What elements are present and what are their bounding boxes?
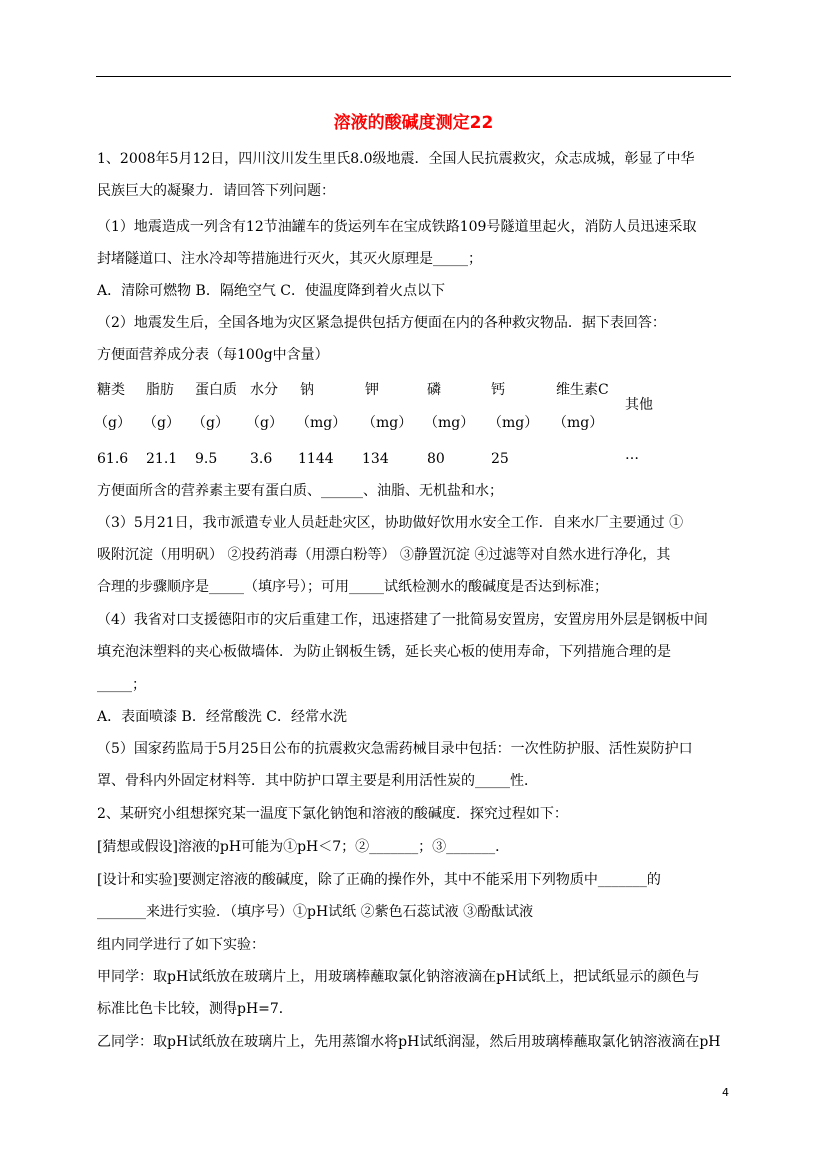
table-header: 钠 xyxy=(300,382,314,398)
text-line: A．清除可燃物 B．隔绝空气 C．使温度降到着火点以下 xyxy=(97,283,446,299)
text-line: 组内同学进行了如下实验： xyxy=(97,937,265,953)
text-line: 乙同学：取pH试纸放在玻璃片上，先用蒸馏水将pH试纸润湿，然后用玻璃棒蘸取氯化钠溶液滴在pH xyxy=(97,1034,721,1050)
table-unit: （g） xyxy=(246,415,283,431)
text-line: A．表面喷漆 B．经常酸洗 C．经常水洗 xyxy=(97,709,348,725)
text-line: 填充泡沫塑料的夹心板做墙体．为防止钢板生锈，延长夹心板的使用寿命，下列措施合理的是 xyxy=(97,644,671,660)
table-unit: （mg） xyxy=(296,415,347,431)
text-line: （4）我省对口支援德阳市的灾后重建工作，迅速搭建了一批简易安置房，安置房用外层是钢板中间 xyxy=(97,612,708,628)
table-unit: （g） xyxy=(192,415,229,431)
text-line: （3）5月21日，我市派遣专业人员赶赴灾区，协助做好饮用水安全工作．自来水厂主要通过 ① xyxy=(97,515,684,531)
text-line: [设计和实验]要测定溶液的酸碱度，除了正确的操作外，其中不能采用下列物质中_______的 xyxy=(97,872,661,888)
table-header: 水分 xyxy=(250,382,278,398)
table-cell: 9.5 xyxy=(195,451,218,467)
table-cell: 3.6 xyxy=(250,451,273,467)
table-header: 脂肪 xyxy=(146,382,174,398)
text-line: 合理的步骤顺序是_____（填序号）；可用_____试纸检测水的酸碱度是否达到标准； xyxy=(97,579,608,595)
table-unit: （mg） xyxy=(424,415,475,431)
table-unit: （mg） xyxy=(553,415,604,431)
table-cell: 80 xyxy=(427,451,445,467)
text-line: 1、2008年5月12日，四川汶川发生里氏8.0级地震．全国人民抗震救灾，众志成城，彰显了中华 xyxy=(97,151,695,167)
table-cell: 134 xyxy=(362,451,389,467)
page-number: 4 xyxy=(722,1086,729,1099)
text-line: （2）地震发生后，全国各地为灾区紧急提供包括方便面在内的各种救灾物品．据下表回答： xyxy=(97,315,666,331)
text-line: （1）地震造成一列含有12节油罐车的货运列车在宝成铁路109号隧道里起火，消防人员迅速采取 xyxy=(97,219,697,235)
table-header: 钾 xyxy=(365,382,379,398)
text-line: 吸附沉淀（用明矾） ②投药消毒（用漂白粉等） ③静置沉淀 ④过滤等对自然水进行净化，其 xyxy=(97,547,671,563)
page-title: 溶液的酸碱度测定22 xyxy=(333,113,494,133)
table-header: 蛋白质 xyxy=(195,382,237,398)
table-cell: 25 xyxy=(491,451,509,467)
text-line: （5）国家药监局于5月25日公布的抗震救灾急需药械目录中包括：一次性防护服、活性炭防护口 xyxy=(97,741,693,757)
table-cell: 1144 xyxy=(298,451,334,467)
table-header: 糖类 xyxy=(97,382,125,398)
table-header: 钙 xyxy=(491,382,505,398)
table-header: 其他 xyxy=(625,397,653,413)
text-line: [猜想或假设]溶液的pH可能为①pH＜7；②_______；③_______． xyxy=(97,839,510,855)
text-line: 民族巨大的凝聚力．请回答下列问题： xyxy=(97,183,335,199)
table-unit: （mg） xyxy=(488,415,539,431)
table-cell: 21.1 xyxy=(146,451,178,467)
table-cell: … xyxy=(625,447,639,463)
text-line: 标准比色卡比较，测得pH=7． xyxy=(97,1001,293,1017)
header-rule xyxy=(96,76,731,77)
table-unit: （mg） xyxy=(362,415,413,431)
text-line: 封堵隧道口、注水冷却等措施进行灭火，其灭火原理是_____； xyxy=(97,251,482,267)
text-line: 甲同学：取pH试纸放在玻璃片上，用玻璃棒蘸取氯化钠溶液滴在pH试纸上，把试纸显示的颜色与 xyxy=(97,969,700,985)
table-unit: （g） xyxy=(94,415,131,431)
text-line: _______来进行实验．（填序号）①pH试纸 ②紫色石蕊试液 ③酚酞试液 xyxy=(97,904,534,920)
text-line: 方便面所含的营养素主要有蛋白质、______、油脂、无机盐和水； xyxy=(97,483,503,499)
text-line: _____； xyxy=(97,677,146,693)
text-line: 方便面营养成分表（每100g中含量） xyxy=(97,347,329,363)
table-header: 维生素C xyxy=(556,382,609,398)
table-unit: （g） xyxy=(143,415,180,431)
table-header: 磷 xyxy=(427,382,441,398)
table-cell: 61.6 xyxy=(97,451,129,467)
text-line: 罩、骨科内外固定材料等．其中防护口罩主要是利用活性炭的_____性． xyxy=(97,773,538,789)
text-line: 2、某研究小组想探究某一温度下氯化钠饱和溶液的酸碱度．探究过程如下： xyxy=(97,806,568,822)
